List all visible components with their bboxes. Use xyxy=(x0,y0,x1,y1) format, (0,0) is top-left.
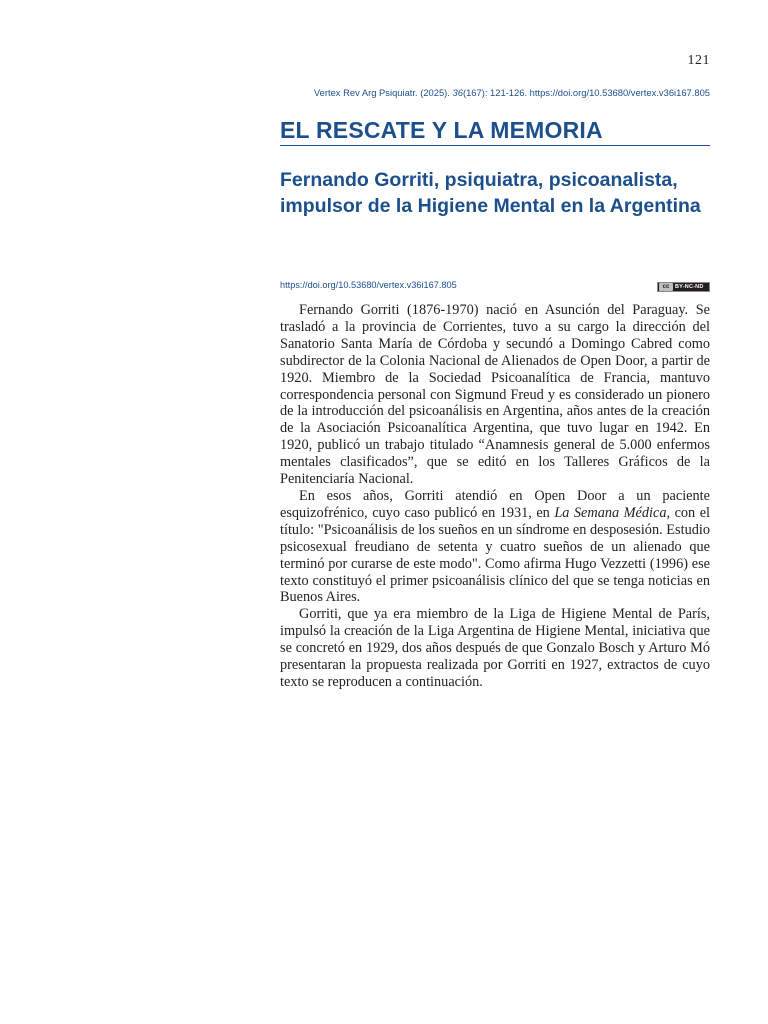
section-title: EL RESCATE Y LA MEMORIA xyxy=(280,117,710,146)
paragraph-2-text-after: , con el título: "Psicoanálisis de los sueños en un síndrome en desposesión. Estudio psicosexual freudiano de setenta y cuatro sueños de un alienado que terminó por curarse de este modo". Como afirma Hugo Vezzetti (1996) ese texto constituyó el primer psicoanálisis clínico del que se tenga noticias en Buenos Aires. xyxy=(280,504,711,606)
license-text: BY-NC-ND xyxy=(675,284,704,290)
article-title: Fernando Gorriti, psiquiatra, psicoanalista, impulsor de la Higiene Mental en la Argentina xyxy=(280,169,701,217)
citation-suffix: (167): 121-126. https://doi.org/10.53680/vertex.v36i167.805 xyxy=(462,87,710,98)
body-paragraph-3: Gorriti, que ya era miembro de la Liga de Higiene Mental de París, impulsó la creación de la Liga Argentina de Higiene Mental, iniciativa que se concretó en 1929, dos años después de que Gonzalo Bosch y Arturo Mó presentaran la propuesta realizada por Gorriti en 1927, extractos de cuyo texto se reproducen a continuación. xyxy=(280,606,710,690)
citation-volume: 36 xyxy=(452,87,463,98)
body-paragraph-1: Fernando Gorriti (1876-1970) nació en Asunción del Paraguay. Se trasladó a la provincia de Corrientes, tuvo a su cargo la dirección del Sanatorio Santa María de Córdoba y secundó a Domingo Cabred como subdirector de la Colonia Nacional de Alienados de Open Door, a partir de 1920. Miembro de la Sociedad Psicoanalítica de Francia, mantuvo correspondencia personal con Sigmund Freud y es considerado un pionero de la introducción del psicoanálisis en Argentina, años antes de la creación de la Asociación Psicoanalítica Argentina, que tuvo lugar en 1942. En 1920, publicó un trabajo titulado “Anamnesis general de 5.000 enfermos mentales clasificados”, que se editó en los Talleres Gráficos de la Penitenciaría Nacional. xyxy=(280,302,710,488)
journal-name: La Semana Médica xyxy=(554,504,667,521)
article-body xyxy=(280,302,710,691)
cc-icon: cc xyxy=(659,283,673,291)
paragraph-2-text-before: En esos años, Gorriti atendió en Open Door a un paciente esquizofrénico, cuyo caso publicó en 1931, en xyxy=(280,487,710,521)
body-paragraph-2 xyxy=(280,488,710,606)
doi-link[interactable]: https://doi.org/10.53680/vertex.v36i167.805 xyxy=(280,280,457,290)
cc-license-badge[interactable] xyxy=(657,282,710,292)
citation-prefix: Vertex Rev Arg Psiquiatr. (2025). xyxy=(313,87,453,98)
page-number: 121 xyxy=(687,53,710,68)
journal-citation xyxy=(280,87,710,98)
